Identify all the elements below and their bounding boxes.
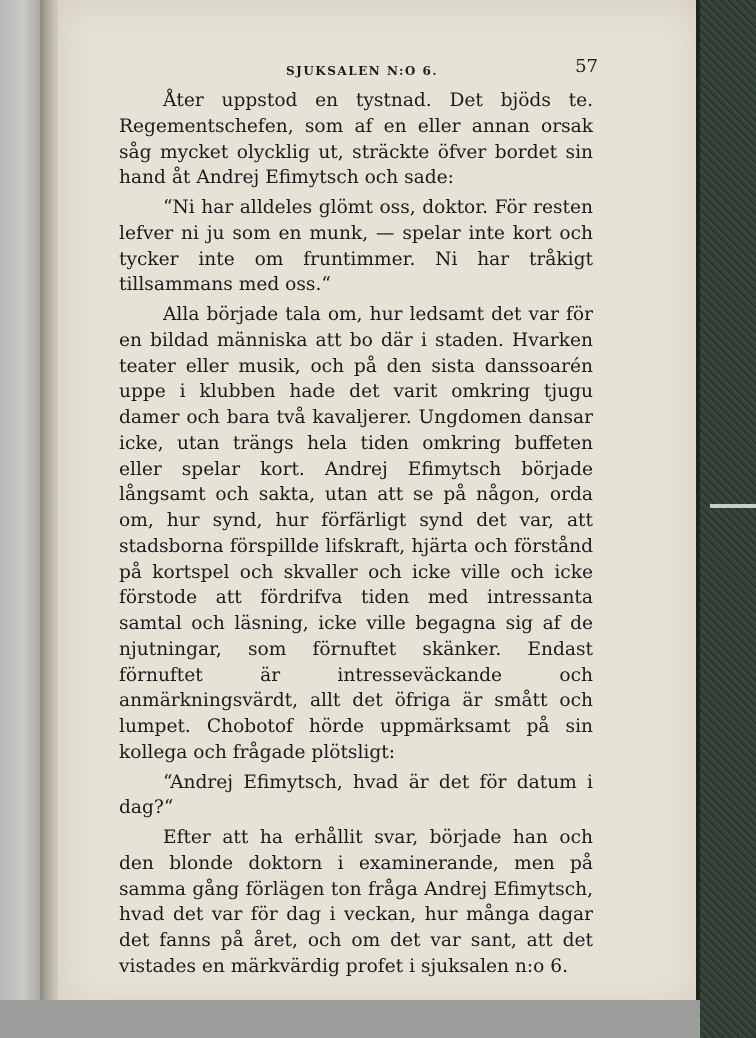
paragraph: Alla började tala om, hur ledsamt det var för en bildad människa att bo där i staden. Hvarken teater eller musik, och på den sista danssoarén uppe i klubben hade det varit omkring tjugu damer och bara två kavaljerer. Ungdomen dansar icke, utan trängs hela tiden omkring buffeten eller spelar kort. Andrej Efimytsch började långsamt och sakta, utan att se på någon, orda om, hur synd, hur förfärligt synd det var, att stadsborna förspillde lifskraft, hjärta och förstånd på kortspel och skvaller och icke ville och icke förstode att fördrifva tiden med intressanta samtal och läsning, icke ville begagna sig af de njutningar, som förnuftet skänker. Endast förnuftet är intresseväckande och anmärkningsvärdt, allt det öfriga är smått och lumpet. Chobotof hörde uppmärksamt på sin kollega och frågade plötsligt:	[119, 304, 593, 763]
scanner-background-left	[0, 0, 40, 1038]
page-header	[118, 56, 598, 80]
book-cover	[700, 0, 756, 1038]
paragraph: Efter att ha erhållit svar, började han och den blonde doktorn i examinerande, men på samma gång förlägen ton fråga Andrej Efimytsch, hvad det var för dag i veckan, hur många dagar det fanns på året, och om det var sant, att det vistades en märkvärdig profet i sjuksalen n:o 6.	[119, 827, 593, 977]
running-head: SJUKSALEN N:O 6.	[286, 64, 439, 78]
page-number: 57	[575, 56, 598, 77]
cover-marker-strip	[710, 504, 756, 508]
paragraph: Åter uppstod en tystnad. Det bjöds te. Regementschefen, som af en eller annan orsak såg mycket olycklig ut, sträckte öfver bordet sin hand åt Andrej Efimytsch och sade:	[119, 90, 593, 189]
paragraph: “Ni har alldeles glömt oss, doktor. För resten lefver ni ju som en munk, — spelar inte kort och tycker inte om fruntimmer. Ni har tråkigt tillsammans med oss.“	[119, 197, 593, 296]
page-body	[119, 88, 593, 980]
scanner-background-bottom	[0, 1000, 700, 1038]
paragraph: “Andrej Efimytsch, hvad är det för datum i dag?“	[119, 771, 593, 819]
